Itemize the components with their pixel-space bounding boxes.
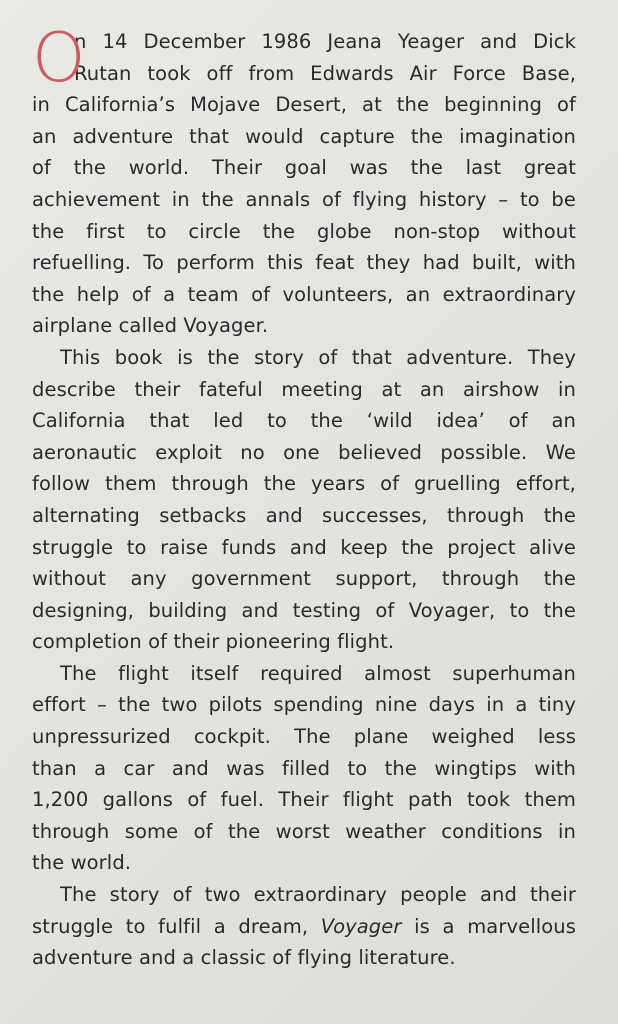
text-line: aeronautic exploit no one believed possible. We: [32, 440, 576, 464]
text-line: than a car and was filled to the wingtips with: [32, 756, 576, 780]
text-line: The flight itself required almost superhuman: [60, 661, 576, 685]
text-line: The story of two extraordinary people and their: [60, 883, 576, 907]
text-line: the first to circle the globe non-stop without: [32, 219, 576, 243]
text-fragment: is a marvellous: [401, 914, 576, 938]
text-line: alternating setbacks and successes, through the: [32, 503, 576, 527]
text-line: unpressurized cockpit. The plane weighed less: [32, 725, 576, 749]
text-line: This book is the story of that adventure. They: [60, 345, 576, 369]
text-line-with-title: [32, 911, 576, 943]
text-line: n 14 December 1986 Jeana Yeager and Dick: [74, 30, 576, 53]
paragraph-2: [32, 342, 576, 658]
text-line: through some of the worst weather conditions in: [32, 819, 576, 843]
paragraph-3: [32, 658, 576, 879]
paragraph-4: [32, 879, 576, 974]
text-line: achievement in the annals of flying history – to be: [32, 187, 576, 211]
book-blurb: [32, 19, 576, 974]
text-line: adventure and a classic of flying literature.: [32, 946, 456, 970]
text-line: describe their fateful meeting at an airshow in: [32, 377, 576, 401]
text-line: an adventure that would capture the imagination: [32, 124, 576, 148]
text-line: the help of a team of volunteers, an extraordinary: [32, 282, 576, 306]
paragraph-1: [32, 19, 576, 342]
text-line: 1,200 gallons of fuel. Their flight path took them: [32, 788, 576, 812]
text-fragment: struggle to fulfil a dream,: [32, 914, 309, 938]
text-line: California that led to the ‘wild idea’ of an: [32, 409, 576, 433]
text-line: completion of their pioneering flight.: [32, 630, 395, 654]
book-title: Voyager: [320, 914, 402, 938]
text-line: struggle to raise funds and keep the project alive: [32, 535, 576, 559]
text-line: airplane called Voyager.: [32, 314, 269, 338]
drop-cap-letter: O: [32, 19, 86, 98]
text-line: in California’s Mojave Desert, at the beginning of: [32, 93, 576, 117]
text-line: of the world. Their goal was the last great: [32, 156, 576, 180]
text-line: the world.: [32, 851, 132, 875]
text-line: refuelling. To perform this feat they had built, with: [32, 251, 576, 275]
text-line: designing, building and testing of Voyager, to the: [32, 598, 576, 622]
text-line: without any government support, through the: [32, 567, 576, 591]
text-line: follow them through the years of gruelling effort,: [32, 472, 576, 496]
text-line: effort – the two pilots spending nine days in a tiny: [32, 693, 576, 717]
text-line: Rutan took off from Edwards Air Force Base,: [74, 61, 576, 85]
